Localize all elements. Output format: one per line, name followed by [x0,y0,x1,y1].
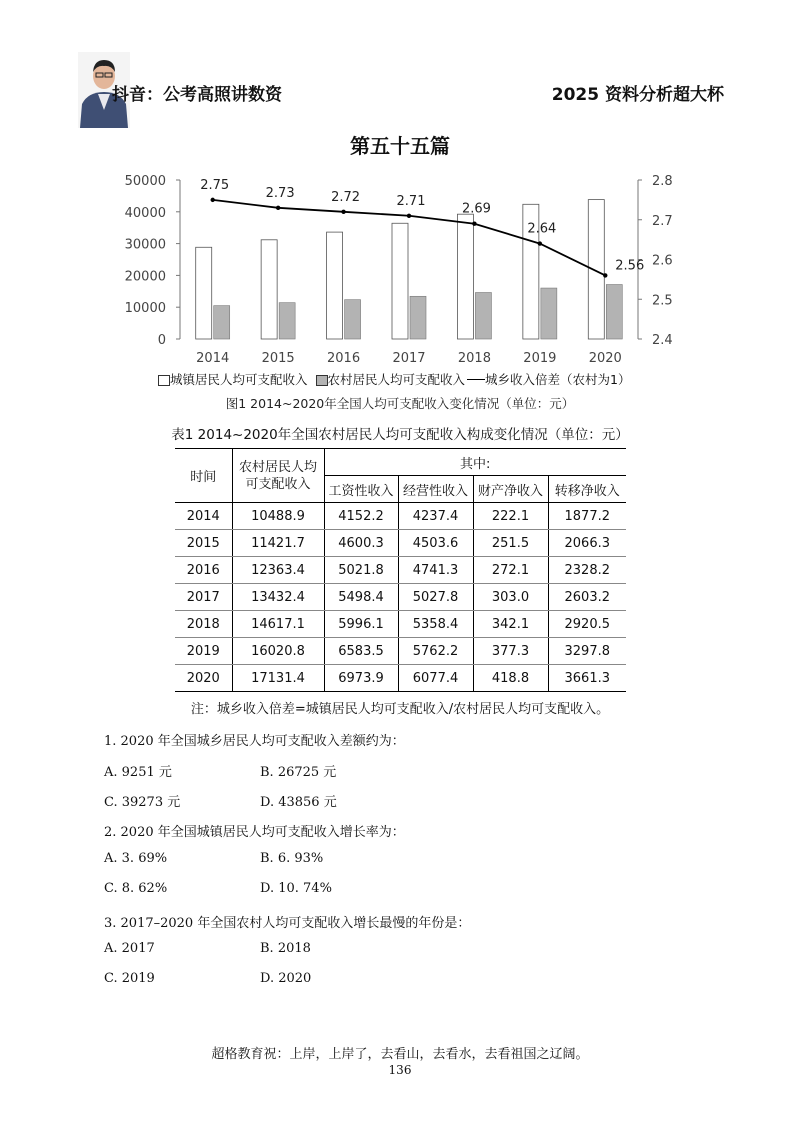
q2-option-d: D. 10. 74% [260,881,332,896]
cell: 12363.4 [232,557,324,584]
bar-urban [392,223,408,339]
cell: 3661.3 [548,665,626,692]
bar-urban [327,232,343,339]
question-2: 2. 2020 年全国城镇居民人均可支配收入增长率为： [104,825,405,840]
x-tick-label: 2018 [457,351,491,366]
footer-slogan: 超格教育祝：上岸，上岸了，去看山，去看水，去看祖国之辽阔。 [211,1047,589,1062]
cell: 6583.5 [324,638,398,665]
cell: 14617.1 [232,611,324,638]
bar-rural [410,296,426,339]
rural-income-table [175,448,626,692]
cell: 5996.1 [324,611,398,638]
cell: 222.1 [473,503,548,530]
cell: 2019 [175,638,232,665]
cell: 16020.8 [232,638,324,665]
table-row [175,584,626,611]
header-wage: 工资性收入 [324,476,398,503]
x-tick-label: 2015 [261,351,295,366]
table-row [175,530,626,557]
right-tick-label: 2.4 [652,333,673,348]
cell: 418.8 [473,665,548,692]
cell: 272.1 [473,557,548,584]
cell: 4600.3 [324,530,398,557]
q3-option-b: B. 2018 [260,941,311,956]
cell: 2020 [175,665,232,692]
cell: 2066.3 [548,530,626,557]
table-row [175,665,626,692]
right-tick-label: 2.5 [652,293,673,309]
cell: 5021.8 [324,557,398,584]
header-rural-total-line1: 农村居民人均 [238,459,317,475]
bar-urban [196,247,212,339]
left-tick-label: 10000 [124,301,166,317]
table-row [175,638,626,665]
q3-option-d: D. 2020 [260,971,312,986]
q1-option-d: D. 43856 元 [260,795,337,810]
q1-option-a: A. 9251 元 [104,765,172,780]
cell: 4237.4 [398,503,473,530]
left-tick-label: 0 [157,333,166,348]
x-tick-label: 2016 [327,351,361,366]
cell: 6973.9 [324,665,398,692]
ratio-point [472,222,476,226]
question-1: 1. 2020 年全国城乡居民人均可支配收入差额约为： [104,734,405,749]
ratio-data-label: 2.69 [461,201,491,217]
q3-option-c: C. 2019 [104,971,155,986]
table-row [175,611,626,638]
bar-rural [214,306,230,339]
cell: 5358.4 [398,611,473,638]
chart-legend [158,370,631,388]
cell: 5762.2 [398,638,473,665]
table-row [175,557,626,584]
ratio-data-label: 2.71 [396,193,426,209]
header-business: 经营性收入 [398,476,473,503]
q1-option-b: B. 26725 元 [260,765,337,780]
ratio-point [276,206,280,210]
bar-urban [457,214,473,339]
q2-option-a: A. 3. 69% [104,851,168,866]
legend-ratio: 城乡收入倍差（农村为1） [485,372,631,387]
x-tick-label: 2014 [196,351,230,366]
header-time: 时间 [175,449,232,503]
page-title: 第五十五篇 [350,134,450,158]
bar-rural [606,285,622,339]
cell: 13432.4 [232,584,324,611]
cell: 303.0 [473,584,548,611]
left-tick-label: 20000 [124,269,166,285]
cell: 2603.2 [548,584,626,611]
cell: 5498.4 [324,584,398,611]
cell: 1877.2 [548,503,626,530]
cell: 11421.7 [232,530,324,557]
q3-option-a: A. 2017 [104,941,155,956]
left-tick-label: 40000 [124,205,166,221]
cell: 4503.6 [398,530,473,557]
ratio-data-label: 2.64 [527,221,557,237]
legend-rural: 农村居民人均可支配收入 [327,372,466,387]
header-rural-total [232,449,324,503]
income-chart [110,165,690,370]
right-tick-label: 2.8 [652,174,673,189]
right-tick-label: 2.7 [652,213,673,229]
q2-option-c: C. 8. 62% [104,881,168,896]
header-left-text: 抖音：公考高照讲数资 [112,85,282,105]
cell: 4152.2 [324,503,398,530]
x-tick-label: 2020 [588,351,622,366]
legend-swatch-ratio [467,379,485,380]
bar-rural [279,303,295,339]
cell: 2018 [175,611,232,638]
ratio-point [211,198,215,202]
header-group: 其中: [324,449,626,476]
table-caption: 表1 2014~2020年全国农村居民人均可支配收入构成变化情况（单位：元） [171,427,629,443]
ratio-point [538,241,542,245]
question-3: 3. 2017–2020 年全国农村人均可支配收入增长最慢的年份是： [104,916,471,931]
cell: 2014 [175,503,232,530]
header-rural-total-line2: 可支配收入 [245,476,311,492]
cell: 3297.8 [548,638,626,665]
bar-rural [345,300,361,339]
legend-swatch-rural [316,375,328,386]
cell: 2017 [175,584,232,611]
bar-rural [541,288,557,339]
ratio-point [341,210,345,214]
right-tick-label: 2.6 [652,253,673,269]
header-right-text: 2025 资料分析超大杯 [551,85,724,105]
cell: 5027.8 [398,584,473,611]
figure-caption: 图1 2014~2020年全国人均可支配收入变化情况（单位：元） [225,396,575,411]
header-transfer: 转移净收入 [548,476,626,503]
cell: 251.5 [473,530,548,557]
bar-urban [261,240,277,339]
cell: 17131.4 [232,665,324,692]
q1-option-c: C. 39273 元 [104,795,181,810]
legend-urban: 城镇居民人均可支配收入 [170,372,308,387]
cell: 2920.5 [548,611,626,638]
ratio-point [407,214,411,218]
cell: 10488.9 [232,503,324,530]
ratio-data-label: 2.75 [200,177,230,193]
cell: 342.1 [473,611,548,638]
x-tick-label: 2017 [392,351,426,366]
q2-option-b: B. 6. 93% [260,851,324,866]
x-tick-label: 2019 [523,351,557,366]
cell: 377.3 [473,638,548,665]
cell: 2328.2 [548,557,626,584]
ratio-data-label: 2.72 [331,189,361,205]
table-note: 注：城乡收入倍差=城镇居民人均可支配收入/农村居民人均可支配收入。 [190,702,610,717]
table-row [175,503,626,530]
header-property: 财产净收入 [473,476,548,503]
legend-swatch-urban [158,375,170,386]
ratio-data-label: 2.73 [265,185,295,201]
ratio-point [603,273,607,277]
left-tick-label: 30000 [124,237,166,253]
cell: 6077.4 [398,665,473,692]
left-tick-label: 50000 [124,174,166,189]
cell: 2015 [175,530,232,557]
cell: 2016 [175,557,232,584]
cell: 4741.3 [398,557,473,584]
ratio-data-label: 2.56 [615,258,645,274]
bar-rural [475,293,491,339]
page-number: 136 [388,1063,412,1077]
